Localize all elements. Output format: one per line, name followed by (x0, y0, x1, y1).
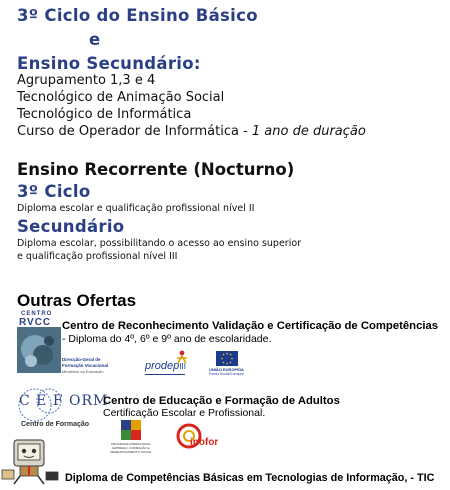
tic-cartoon-logo (0, 436, 60, 486)
eu-sub: Fundo Social Europeu (209, 372, 244, 376)
recurrent-sec-desc-2: e qualificação profissional nível III (17, 251, 178, 262)
tic-title: Diploma de Competências Básicas em Tecnologias de Informação, - TIC (65, 472, 435, 484)
basic-item-3: Tecnológico de Informática (17, 107, 192, 122)
rvcc-logo-top: CENTRO (21, 311, 53, 317)
cefa-caption: Centro de Formação (21, 421, 90, 428)
computer-character-icon (0, 436, 60, 486)
poefds-mark-icon (121, 420, 141, 440)
cefa-subtitle: Certificação Escolar e Profissional. (103, 407, 266, 419)
rvcc-subtitle: - Diploma do 4º, 6º e 9º ano de escolaridade. (62, 333, 272, 345)
prodep-word: prodep (145, 360, 180, 372)
prodep-logo (145, 350, 195, 376)
basic-item-4-label: Curso de Operador de Informática - (17, 124, 252, 139)
rvcc-logo (17, 311, 61, 373)
prodep-underline (145, 374, 185, 375)
inofor-logo (176, 423, 226, 451)
dgfv-text: Direcção-Geral de Formação Vocacional (62, 357, 109, 368)
dgfv-sub: Ministério da Educação (62, 369, 104, 374)
cefa-letters: C E F ORM (19, 393, 109, 409)
cefa-logo (15, 383, 109, 433)
poefds-logo (107, 420, 155, 456)
recurrent-sec-title: Secundário (17, 217, 125, 236)
prodep-text (145, 360, 186, 372)
eu-logo (209, 351, 245, 377)
inofor-text: inofor (190, 437, 219, 448)
cefa-title: Centro de Educação e Formação de Adultos (103, 395, 340, 407)
eu-flag-icon (216, 351, 238, 366)
rvcc-logo-text: RVCC (19, 317, 52, 328)
dgfv-logo (62, 357, 114, 381)
recurrent-title: Ensino Recorrente (Nocturno) (17, 160, 295, 179)
basic-item-1: Agrupamento 1,3 e 4 (17, 73, 156, 88)
basic-duration: 1 ano de duração (251, 124, 366, 139)
basic-title-line2: e (89, 30, 101, 49)
basic-item-2: Tecnológico de Animação Social (17, 90, 225, 105)
prodep-num: III (179, 362, 186, 371)
basic-title-line1: 3º Ciclo do Ensino Básico (17, 6, 258, 25)
offers-title: Outras Ofertas (17, 291, 137, 310)
recurrent-sec-desc-1: Diploma escolar, possibilitando o acesso ao ensino superior (17, 238, 302, 249)
rvcc-title: Centro de Reconhecimento Validação e Certificação de Competências (62, 320, 439, 332)
eu-text: UNIÃO EUROPEIA (209, 367, 244, 372)
recurrent-ciclo-title: 3º Ciclo (17, 182, 91, 201)
basic-title-line3: Ensino Secundário: (17, 54, 201, 73)
recurrent-ciclo-desc: Diploma escolar e qualificação profissional nível II (17, 203, 255, 214)
basic-item-4 (17, 124, 366, 140)
poefds-text: PROGRAMA OPERACIONAL EMPREGO, FORMAÇÃO E DESENVOLVIMENTO SOCIAL (110, 442, 152, 454)
